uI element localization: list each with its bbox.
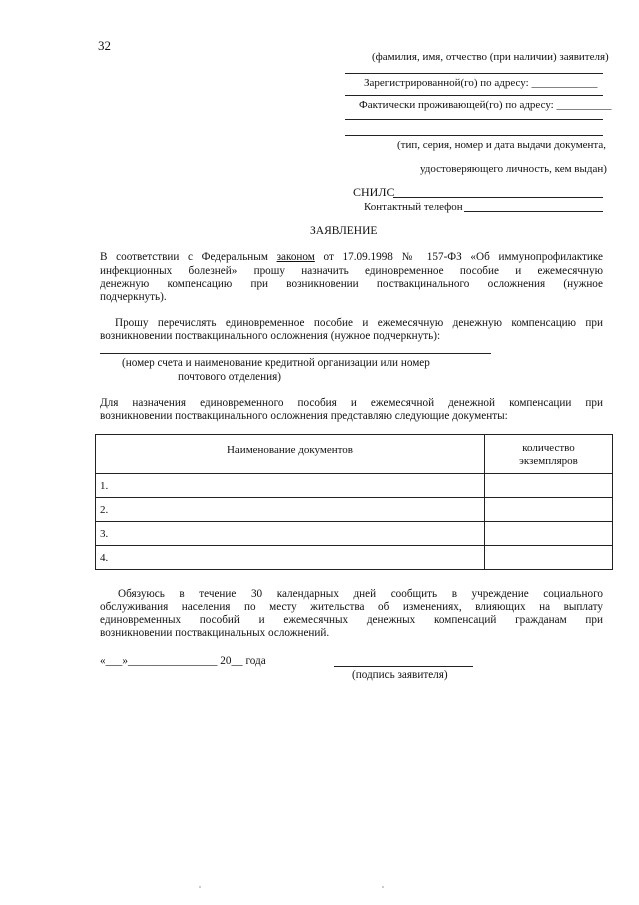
paragraph-1-text-a: В соответствии с Федеральным (100, 251, 268, 263)
paragraph-1-line-2: инфекционных болезней» прошу назначить единовременное пособие и ежемесячную (100, 265, 603, 277)
document-name-cell[interactable]: 3. (96, 522, 485, 546)
paragraph-4-line-3: единовременных пособий и ежемесячных денежных компенсаций гражданам при (100, 614, 603, 626)
table-row[interactable] (96, 546, 613, 570)
table-header-row (96, 435, 613, 474)
paragraph-1-line-1 (100, 251, 603, 264)
bank-account-caption-2: почтового отделения) (178, 371, 281, 383)
phone-line[interactable] (464, 211, 603, 212)
documents-table (95, 434, 613, 570)
snils-label: СНИЛС (353, 185, 395, 199)
bank-account-caption-1: (номер счета и наименование кредитной организации или номер (122, 357, 430, 369)
paragraph-4-line-1: Обязуюсь в течение 30 календарных дней сообщить в учреждение социального (118, 588, 603, 600)
paragraph-1-line-4: подчеркнуть). (100, 291, 167, 303)
table-row[interactable] (96, 498, 613, 522)
documents-name-header: Наименование документов (96, 435, 485, 474)
identity-document-caption-1: (тип, серия, номер и дата выдачи документа, (397, 139, 606, 151)
quantity-cell[interactable] (485, 522, 613, 546)
scan-speck (382, 886, 384, 888)
bank-account-line[interactable] (100, 353, 491, 354)
page-number: 32 (98, 38, 111, 53)
paragraph-2-line-2: возникновении поствакцинального осложнения (нужное подчеркнуть): (100, 330, 441, 342)
document-title: ЗАЯВЛЕНИЕ (310, 225, 378, 237)
document-name-cell[interactable]: 2. (96, 498, 485, 522)
quantity-header (485, 435, 613, 474)
quantity-cell[interactable] (485, 546, 613, 570)
phone-label: Контактный телефон (364, 201, 463, 213)
paragraph-4-line-2: обслуживания населения по месту жительства об изменениях, влияющих на выплату (100, 601, 603, 613)
scan-speck (199, 886, 201, 888)
snils-line[interactable] (393, 197, 603, 198)
table-row[interactable] (96, 474, 613, 498)
paragraph-2-line-1: Прошу перечислять единовременное пособие и ежемесячную денежную компенсацию при (115, 317, 603, 329)
actual-address-line-2[interactable] (345, 135, 603, 136)
registered-address-label: Зарегистрированной(го) по адресу: ____________ (364, 77, 598, 89)
fio-caption: (фамилия, имя, отчество (при наличии) заявителя) (372, 51, 609, 63)
document-name-cell[interactable]: 4. (96, 546, 485, 570)
paragraph-1-line-3: денежную компенсацию при возникновении поствакцинального осложнения (нужное (100, 278, 603, 290)
signature-caption: (подпись заявителя) (352, 669, 448, 681)
quantity-header-line-2: экземпляров (519, 455, 578, 467)
identity-document-caption-2: удостоверяющего личность, кем выдан) (420, 163, 607, 175)
paragraph-3-line-2: возникновении поствакцинального осложнения представляю следующие документы: (100, 410, 508, 422)
paragraph-4-line-4: возникновении поствакцинальных осложнений. (100, 627, 330, 639)
paragraph-3-line-1: Для назначения единовременного пособия и ежемесячной денежной компенсации при (100, 397, 603, 409)
document-name-cell[interactable]: 1. (96, 474, 485, 498)
quantity-header-line-1: количество (522, 442, 575, 454)
registered-address-line[interactable] (345, 95, 603, 96)
quantity-cell[interactable] (485, 474, 613, 498)
table-row[interactable] (96, 522, 613, 546)
federal-law-link[interactable]: законом (276, 251, 315, 263)
signature-line[interactable] (334, 666, 473, 667)
paragraph-1-text-b: от 17.09.1998 № 157-ФЗ «Об иммунопрофилактике (323, 251, 604, 263)
actual-address-label: Фактически проживающей(го) по адресу: __________ (359, 99, 612, 111)
date-field[interactable]: «___»________________ 20__ года (100, 655, 266, 667)
fio-line[interactable] (345, 73, 603, 74)
actual-address-line-1[interactable] (345, 119, 603, 120)
quantity-cell[interactable] (485, 498, 613, 522)
